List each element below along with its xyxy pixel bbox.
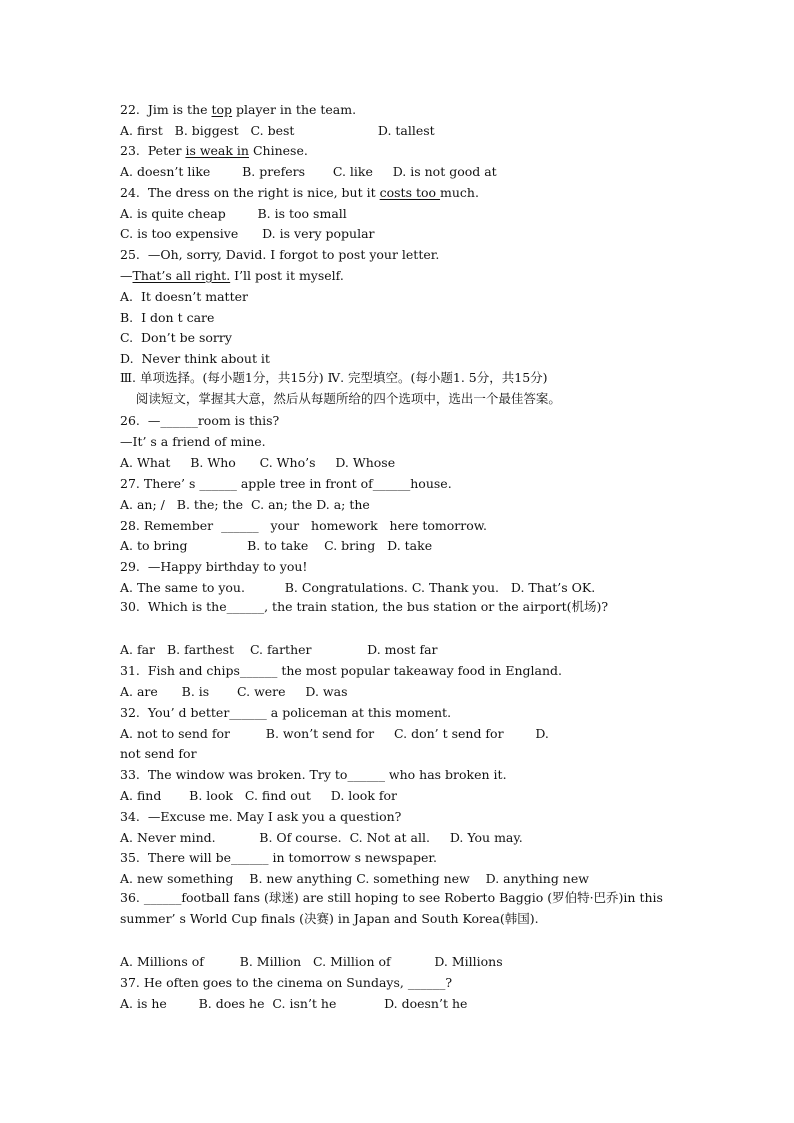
text-segment: — (120, 268, 133, 283)
text-line: not send for (120, 746, 197, 761)
text-line: 26. —______room is this? (120, 413, 280, 428)
text-segment: 24. The dress on the right is nice, but it (120, 185, 380, 200)
text-line: A. It doesn’t matter (120, 289, 248, 304)
text-line: B. I don t care (120, 310, 215, 325)
text-line: A. doesn’t like B. prefers C. like D. is not good at (120, 164, 497, 179)
text-line: 27. There’ s ______ apple tree in front of______house. (120, 476, 452, 491)
text-line: 34. —Excuse me. May I ask you a question? (120, 809, 402, 824)
underlined-phrase: costs too (379, 185, 441, 200)
text-line: A. What B. Who C. Who’s D. Whose (120, 455, 396, 470)
underlined-phrase: That’s all right. (132, 268, 231, 283)
text-line: A. is quite cheap B. is too small (120, 206, 347, 221)
text-segment: 23. Peter (120, 143, 186, 158)
text-line: 28. Remember ______ your homework here tomorrow. (120, 518, 487, 533)
text-line: C. Don’t be sorry (120, 330, 232, 345)
text-line: 31. Fish and chips______ the most popular takeaway food in England. (120, 663, 562, 678)
text-line: 37. He often goes to the cinema on Sundays, ______? (120, 975, 453, 990)
text-line: A. to bring B. to take C. bring D. take (120, 538, 433, 553)
text-line: A. not to send for B. won’t send for C. don’ t send for D. (120, 726, 549, 741)
text-line: A. an; / B. the; the C. an; the D. a; the (120, 497, 370, 512)
text-line: 30. Which is the______, the train station, the bus station or the airport(机场)? (120, 599, 609, 614)
text-line: A. new something B. new anything C. something new D. anything new (120, 871, 589, 886)
text-line: 36. ______football fans (球迷) are still hoping to see Roberto Baggio (罗伯特·巴乔)in this summer’ s World Cup finals (决赛) in Japan and South Korea(韩国). (120, 890, 663, 926)
text-line (120, 143, 308, 159)
text-line: D. Never think about it (120, 351, 270, 366)
text-segment: 22. Jim is the (120, 102, 212, 117)
text-line: A. are B. is C. were D. was (120, 684, 348, 699)
underlined-phrase: top (211, 102, 233, 117)
text-line: 33. The window was broken. Try to______ who has broken it. (120, 767, 507, 782)
text-line: Ⅲ. 单项选择。(每小题1分，共15分) Ⅳ. 完型填空。(每小题1. 5分，共15分) (120, 370, 548, 385)
underlined-phrase: is weak in (185, 143, 249, 158)
text-line: 25. —Oh, sorry, David. I forgot to post your letter. (120, 247, 440, 262)
text-line: C. is too expensive D. is very popular (120, 226, 375, 241)
text-segment: much. (440, 185, 479, 200)
text-segment: I’ll post it myself. (230, 268, 344, 283)
text-line: 35. There will be______ in tomorrow s newspaper. (120, 850, 437, 865)
text-line: A. find B. look C. find out D. look for (120, 788, 397, 803)
text-line: A. The same to you. B. Congratulations. C. Thank you. D. That’s OK. (120, 580, 596, 595)
text-segment: player in the team. (232, 102, 357, 117)
text-line (120, 102, 356, 118)
text-line: A. first B. biggest C. best D. tallest (120, 123, 435, 138)
text-line: A. Millions of B. Million C. Million of D. Millions (120, 954, 503, 969)
text-line: A. is he B. does he C. isn’t he D. doesn’t he (120, 996, 468, 1011)
text-line: 29. —Happy birthday to you! (120, 559, 308, 574)
text-line: 32. You’ d better______ a policeman at this moment. (120, 705, 452, 720)
text-line (120, 268, 344, 284)
text-line: —It’ s a friend of mine. (120, 434, 266, 449)
text-segment: Chinese. (249, 143, 308, 158)
text-line (120, 185, 479, 201)
text-line: 阅读短文，掌握其大意，然后从每题所给的四个选项中，选出一个最佳答案。 (120, 391, 561, 406)
text-line: A. Never mind. B. Of course. C. Not at all. D. You may. (120, 830, 523, 845)
text-line: A. far B. farthest C. farther D. most far (120, 642, 438, 657)
